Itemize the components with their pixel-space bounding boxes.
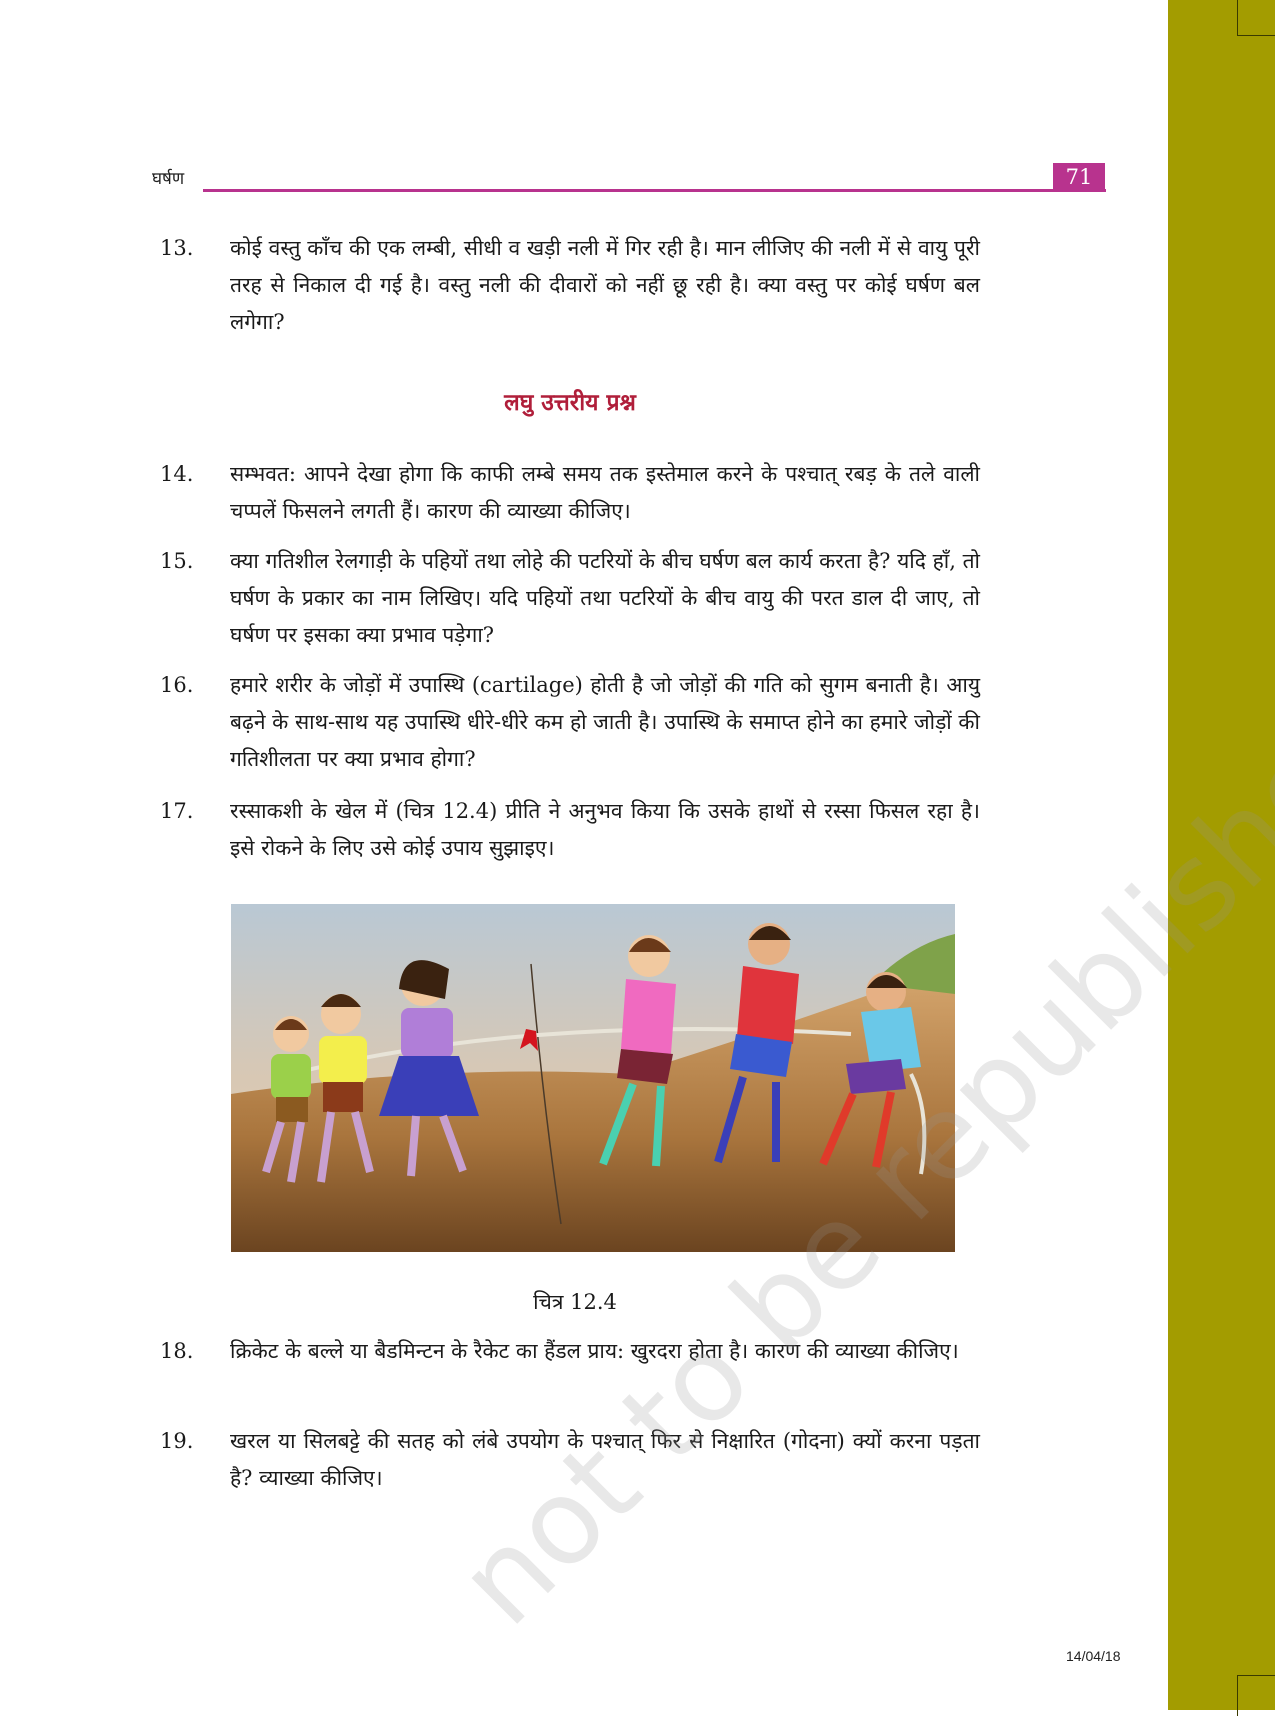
question-number: 13. [160,236,194,260]
question-number: 17. [160,799,194,823]
question-text: हमारे शरीर के जोड़ों में उपास्थि (cartilage) होती है जो जोड़ों की गति को सुगम बनाती है। आयु बढ़ने के साथ-साथ यह उपास्थि धीरे-धीरे कम हो जाती है। उपास्थि के समाप्त होने का हमारे जोड़ों की गतिशीलता पर क्या प्रभाव होगा? [230,673,980,771]
question-text: कोई वस्तु काँच की एक लम्बी, सीधी व खड़ी नली में गिर रही है। मान लीजिए की नली में से वायु पूरी तरह से निकाल दी गई है। वस्तु नली की दीवारों को नहीं छू रही है। क्या वस्तु पर कोई घर्षण बल लगेगा? [230,236,980,334]
footer-date: 14/04/18 [1066,1648,1121,1664]
question-13 [160,230,980,341]
question-18 [160,1333,980,1370]
question-15 [160,543,980,654]
page-number: 71 [1053,163,1105,192]
side-color-band [1168,0,1275,1710]
question-16 [160,667,980,778]
question-14 [160,456,980,530]
question-number: 19. [160,1429,194,1453]
running-title: घर्षण [152,169,185,189]
question-17 [160,793,980,867]
crop-mark-top [1237,0,1275,36]
question-text: क्या गतिशील रेलगाड़ी के पहियों तथा लोहे की पटरियों के बीच घर्षण बल कार्य करता है? यदि हाँ, तो घर्षण के प्रकार का नाम लिखिए। यदि पहियों तथा पटरियों के बीच वायु की परत डाल दी जाए, तो घर्षण पर इसका क्या प्रभाव पड़ेगा? [230,549,980,647]
question-number: 14. [160,462,194,486]
question-number: 18. [160,1339,194,1363]
question-19 [160,1423,980,1497]
question-text: सम्भवत: आपने देखा होगा कि काफी लम्बे समय तक इस्तेमाल करने के पश्चात् रबड़ के तले वाली चप्पलें फिसलने लगती हैं। कारण की व्याख्या कीजिए। [230,462,980,523]
header-rule [203,189,1106,192]
question-text: रस्साकशी के खेल में (चित्र 12.4) प्रीति ने अनुभव किया कि उसके हाथों से रस्सा फिसल रहा है। इसे रोकने के लिए उसे कोई उपाय सुझाइए। [230,799,980,860]
question-number: 15. [160,549,194,573]
question-text: खरल या सिलबट्टे की सतह को लंबे उपयोग के पश्चात् फिर से निक्षारित (गोदना) क्यों करना पड़ता है? व्याख्या कीजिए। [230,1429,980,1490]
question-text: क्रिकेट के बल्ले या बैडमिन्टन के रैकेट का हैंडल प्राय: खुरदरा होता है। कारण की व्याख्या कीजिए। [230,1339,959,1363]
tug-of-war-illustration [231,904,955,1252]
section-title: लघु उत्तरीय प्रश्न [504,389,636,416]
question-number: 16. [160,673,194,697]
watermark: not to be republished [431,659,1275,1652]
figure-caption: चित्र 12.4 [533,1290,617,1314]
